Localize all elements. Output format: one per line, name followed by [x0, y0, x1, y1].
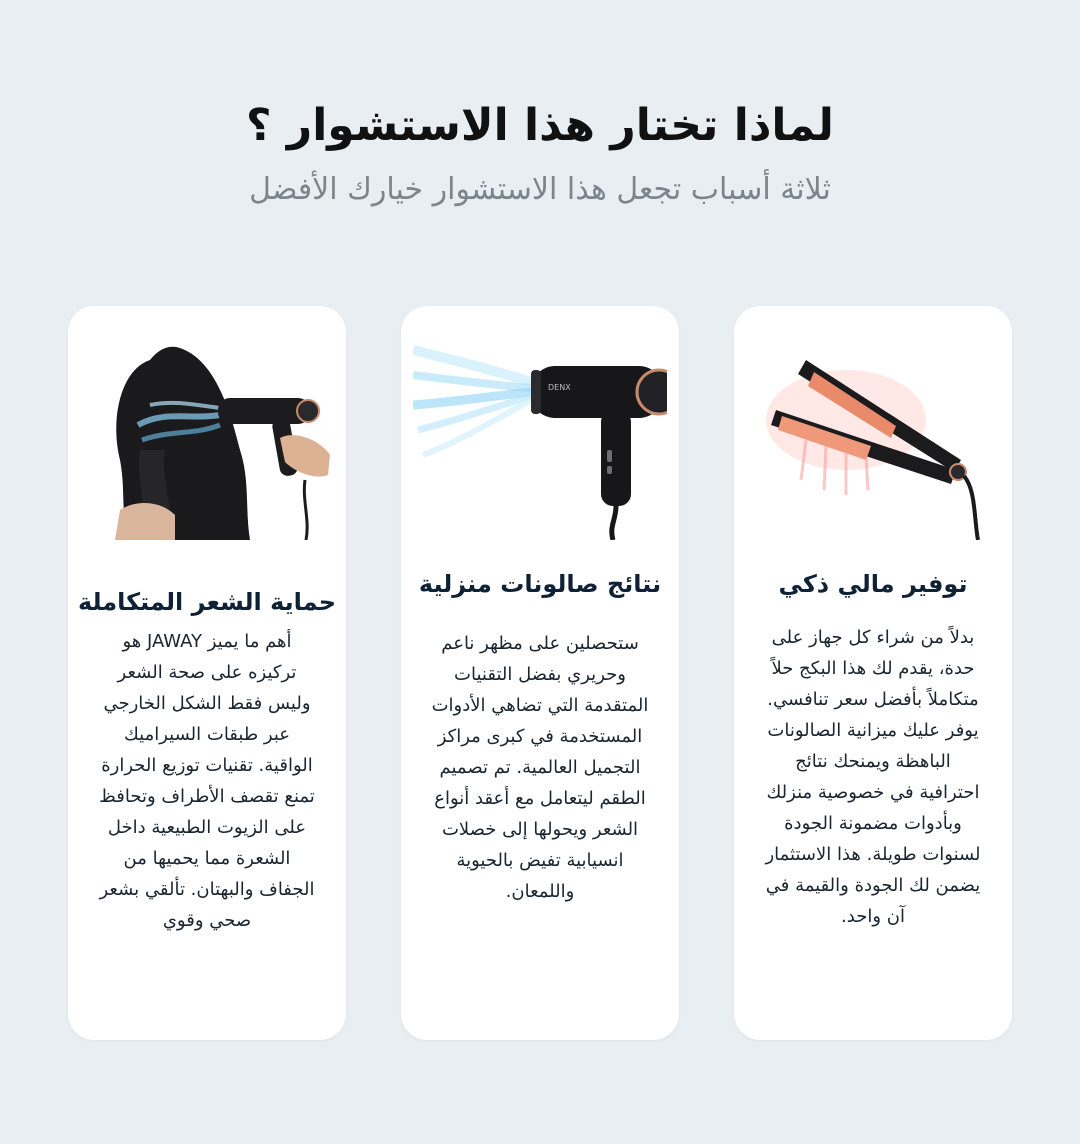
page-header [0, 90, 1080, 214]
card-description: ستحصلين على مظهر ناعم وحريري بفضل التقنيات المتقدمة التي تضاهي الأدوات المستخدمة في كبرى مراكز التجميل العالمية. تم تصميم الطقم ليتعامل مع أعقد أنواع الشعر ويحولها إلى خصلات انسيابية تفيض بالحيوية واللمعان. [431, 633, 649, 902]
card-description: بدلاً من شراء كل جهاز على حدة، يقدم لك هذا البكج حلاً متكاملاً بأفضل سعر تنافسي. يوفر عليك ميزانية الصالونات الباهظة ويمنحك نتائج احترافية في خصوصية منزلك وبأدوات مضمونة الجودة لسنوات طويلة. هذا الاستثمار يضمن لك الجودة والقيمة في آن واحد. [765, 627, 981, 927]
hair-straightener-image [746, 330, 1000, 540]
card-title: توفير مالي ذكي [778, 570, 968, 598]
page-title: لماذا تختار هذا الاستشوار ؟ [246, 100, 834, 151]
hair-dryer-image [413, 330, 667, 540]
card-description: أهم ما يميز JAWAY هو تركيزه على صحة الشعر وليس فقط الشكل الخارجي عبر طبقات السيراميك الواقية. تقنيات توزيع الحرارة تمنع تقصف الأطراف وتحافظ على الزيوت الطبيعية داخل الشعرة مما يحميها من الجفاف والبهتان. تألقي بشعر صحي وقوي [99, 631, 315, 931]
card-title: حماية الشعر المتكاملة [77, 588, 337, 616]
page-subtitle: ثلاثة أسباب تجعل هذا الاستشوار خيارك الأفضل [249, 172, 831, 207]
dryer-brand-logo: DENX [548, 383, 571, 392]
card-title: نتائج صالونات منزلية [418, 570, 662, 598]
feature-card-salon-results [401, 306, 679, 1040]
feature-card-smart-savings [734, 306, 1012, 1040]
woman-drying-hair-image [80, 330, 334, 540]
feature-card-hair-protection [68, 306, 346, 1040]
